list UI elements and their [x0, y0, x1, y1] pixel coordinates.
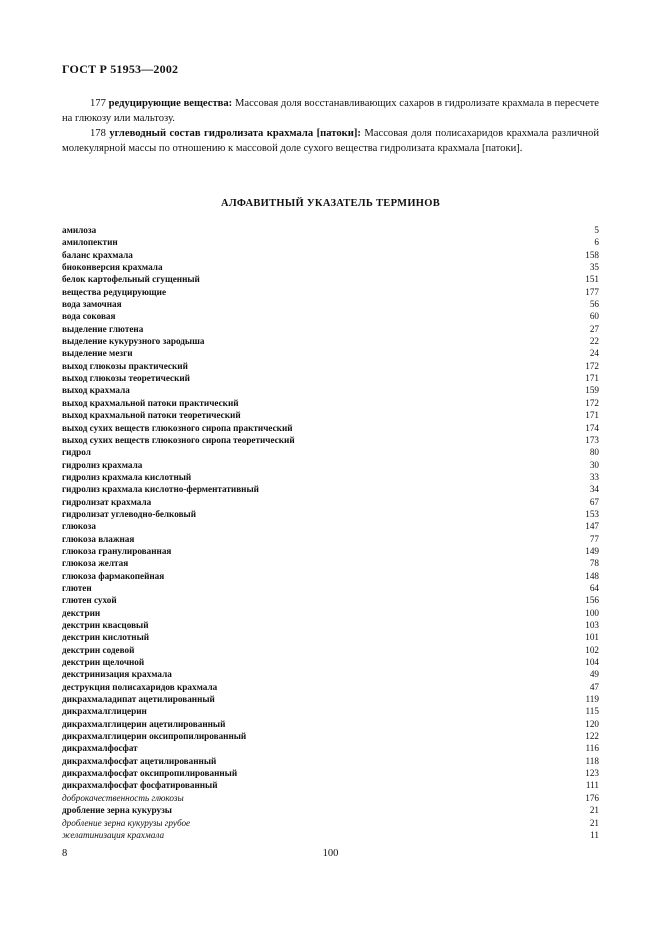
index-term: дикрахмалглицерин ацетилированный [62, 718, 226, 729]
index-term-number: 123 [585, 768, 599, 779]
index-entry [62, 459, 599, 471]
index-term: дробление зерна кукурузы [62, 805, 172, 816]
index-term-number: 49 [589, 669, 599, 680]
index-term-number: 159 [585, 385, 599, 396]
definition-term: редуцирующие вещества: [108, 98, 233, 109]
index-term-number: 101 [585, 632, 599, 643]
index-term-number: 119 [585, 694, 599, 705]
index-term: декстрин щелочной [62, 657, 145, 668]
index-term-number: 5 [594, 225, 599, 235]
index-entry [62, 631, 599, 643]
index-entry [62, 249, 599, 261]
index-term-number: 77 [589, 533, 599, 544]
index-entry [62, 644, 599, 656]
index-entry [62, 533, 599, 545]
index-entry [62, 755, 599, 767]
index-term: декстринизация крахмала [62, 669, 172, 680]
index-entry [62, 508, 599, 520]
index-entry [62, 742, 599, 754]
index-entry [62, 273, 599, 285]
index-term: дикрахмалфосфат ацетилированный [62, 755, 217, 766]
index-term-number: 24 [589, 348, 599, 359]
index-entry [62, 557, 599, 569]
index-entry [62, 360, 599, 372]
index-term-number: 111 [585, 780, 599, 791]
index-term: амилопектин [62, 237, 118, 248]
index-entry [62, 446, 599, 458]
definition-number: 178 [90, 128, 106, 139]
index-entry [62, 384, 599, 396]
index-term: желатинизация крахмала [62, 829, 165, 840]
index-term: глюкоза фармакопейная [62, 570, 165, 581]
index-term: глюкоза желтая [62, 558, 129, 569]
definition-paragraph [62, 96, 599, 126]
index-term: выделение мезги [62, 348, 133, 359]
index-term: выход глюкозы практический [62, 360, 188, 371]
index-term-number: 115 [585, 706, 599, 717]
index-term-number: 149 [585, 545, 599, 556]
index-term: выделение глютена [62, 323, 144, 334]
index-term: выход сухих веществ глюкозного сиропа практический [62, 422, 293, 433]
index-term: дикрахмалфосфат фосфатированный [62, 780, 218, 791]
index-term-number: 151 [585, 274, 599, 285]
index-term: глюкоза влажная [62, 533, 135, 544]
index-term-number: 118 [585, 755, 599, 766]
index-term-number: 102 [585, 644, 599, 655]
definition-term: углеводный состав гидролизата крахмала [патоки]: [109, 128, 361, 139]
index-entry [62, 570, 599, 582]
index-term-number: 104 [585, 657, 599, 668]
index-term: выход сухих веществ глюкозного сиропа теоретический [62, 434, 295, 445]
index-term: доброкачественность глюкозы [62, 792, 184, 803]
index-term: дробление зерна кукурузы грубое [62, 817, 191, 828]
index-term: глютен [62, 582, 92, 593]
index-term-number: 47 [589, 681, 599, 692]
index-term-number: 33 [589, 471, 599, 482]
index-entry [62, 224, 599, 236]
index-term-number: 80 [589, 447, 599, 458]
index-entry [62, 730, 599, 742]
index-term: деструкция полисахаридов крахмала [62, 681, 218, 692]
index-entry [62, 286, 599, 298]
index-term-number: 67 [589, 496, 599, 507]
index-entry [62, 236, 599, 248]
index-term-number: 172 [585, 360, 599, 371]
index-term: глютен сухой [62, 595, 117, 606]
index-term-number: 120 [585, 718, 599, 729]
index-term: выделение кукурузного зародыша [62, 336, 205, 347]
index-term: выход глюкозы теоретический [62, 373, 190, 384]
index-term: гидролиз крахмала [62, 459, 143, 470]
definition-text: Массовая доля полисахаридов крахмала различной молекулярной массы по отношению к массовой доле сухого вещества гидролизата крахмала [патоки]. [62, 128, 599, 154]
index-entry [62, 619, 599, 631]
index-term-number: 173 [585, 434, 599, 445]
index-term-number: 22 [589, 336, 599, 347]
index-term-number: 60 [589, 311, 599, 322]
index-term-number: 21 [589, 817, 599, 828]
index-entry [62, 347, 599, 359]
index-term: декстрин [62, 607, 101, 618]
index-term: вода замочная [62, 299, 122, 310]
index-term: выход крахмала [62, 385, 130, 396]
index-term-number: 174 [585, 422, 599, 433]
index-entry [62, 397, 599, 409]
index-term: выход крахмальной патоки теоретический [62, 410, 241, 421]
definitions-section [62, 96, 599, 156]
index-term: глюкоза гранулированная [62, 545, 172, 556]
index-term-number: 6 [594, 237, 599, 248]
index-term: декстрин кислотный [62, 632, 150, 643]
index-term-number: 100 [585, 607, 599, 618]
index-term: амилоза [62, 225, 97, 235]
index-term-number: 103 [585, 620, 599, 630]
index-term: белок картофельный сгущенный [62, 274, 200, 285]
index-term-number: 116 [585, 743, 599, 754]
index-term: гидрол [62, 447, 91, 458]
index-entry [62, 607, 599, 619]
index-term: глюкоза [62, 521, 96, 532]
index-entry [62, 681, 599, 693]
index-term: дикрахмалфосфат [62, 743, 138, 754]
index-term-number: 56 [589, 299, 599, 310]
index-term-number: 27 [589, 323, 599, 334]
index-term-number: 171 [585, 410, 599, 421]
index-term: гидролиз крахмала кислотно-ферментативный [62, 484, 259, 495]
index-term: гидролизат углеводно-белковый [62, 508, 197, 519]
index-term-number: 153 [585, 508, 599, 519]
definition-text: Массовая доля восстанавливающих сахаров в гидролизате крахмала в пересчете на глюкозу или мальтозу. [62, 98, 599, 124]
index-entry [62, 817, 599, 829]
index-term-number: 176 [585, 792, 599, 803]
index-term-number: 21 [589, 805, 599, 816]
index-term-number: 171 [585, 373, 599, 384]
index-term: гидролизат крахмала [62, 496, 152, 507]
index-term: дикрахмалглицерин [62, 706, 147, 717]
index-term: гидролиз крахмала кислотный [62, 471, 192, 482]
index-entry [62, 779, 599, 791]
index-entry [62, 668, 599, 680]
index-entry [62, 718, 599, 730]
index-entry [62, 434, 599, 446]
index-entry [62, 693, 599, 705]
index-entry [62, 372, 599, 384]
index-term-number: 78 [589, 558, 599, 569]
index-entry [62, 409, 599, 421]
index-entry [62, 335, 599, 347]
index-entry [62, 582, 599, 594]
index-term-number: 30 [589, 459, 599, 470]
index-term-number: 64 [589, 582, 599, 593]
index-entry [62, 829, 599, 841]
definition-paragraph [62, 126, 599, 156]
definition-number: 177 [90, 98, 106, 109]
index-term-number: 172 [585, 397, 599, 408]
index-term-number: 35 [589, 262, 599, 273]
index-entry [62, 471, 599, 483]
index-entry [62, 323, 599, 335]
index-term-number: 11 [590, 829, 599, 840]
document-standard-title: ГОСТ Р 51953—2002 [62, 62, 179, 76]
index-entry [62, 792, 599, 804]
index-entry [62, 594, 599, 606]
index-entry [62, 310, 599, 322]
index-term: дикрахмалфосфат оксипропилированный [62, 768, 238, 779]
index-term: баланс крахмала [62, 249, 133, 260]
index-entry [62, 520, 599, 532]
index-entry [62, 261, 599, 273]
index-term: вода соковая [62, 311, 116, 322]
index-term-number: 158 [585, 249, 599, 260]
index-entry [62, 705, 599, 717]
alphabetical-index [62, 224, 599, 841]
index-term-number: 148 [585, 570, 599, 581]
index-term-number: 147 [585, 521, 599, 532]
index-term-number: 177 [585, 286, 599, 297]
index-entry [62, 422, 599, 434]
index-entry [62, 545, 599, 557]
index-entry [62, 767, 599, 779]
index-term: биоконверсия крахмала [62, 262, 163, 273]
index-term-number: 34 [589, 484, 599, 495]
page-number-center: 100 [322, 848, 339, 859]
index-heading: АЛФАВИТНЫЙ УКАЗАТЕЛЬ ТЕРМИНОВ [220, 198, 441, 209]
index-entry [62, 804, 599, 816]
index-entry [62, 496, 599, 508]
page-number-left: 8 [62, 848, 68, 859]
index-term: выход крахмальной патоки практический [62, 397, 239, 408]
index-term: дикрахмалглицерин оксипропилированный [62, 731, 247, 742]
index-term-number: 156 [585, 595, 599, 606]
index-term-number: 122 [585, 731, 599, 742]
index-term: вещества редуцирующие [62, 286, 167, 297]
index-entry [62, 298, 599, 310]
index-term: дикрахмаладипат ацетилированный [62, 694, 215, 705]
index-entry [62, 483, 599, 495]
index-entry [62, 656, 599, 668]
index-term: декстрин содевой [62, 644, 135, 655]
index-term: декстрин квасцовый [62, 620, 149, 630]
